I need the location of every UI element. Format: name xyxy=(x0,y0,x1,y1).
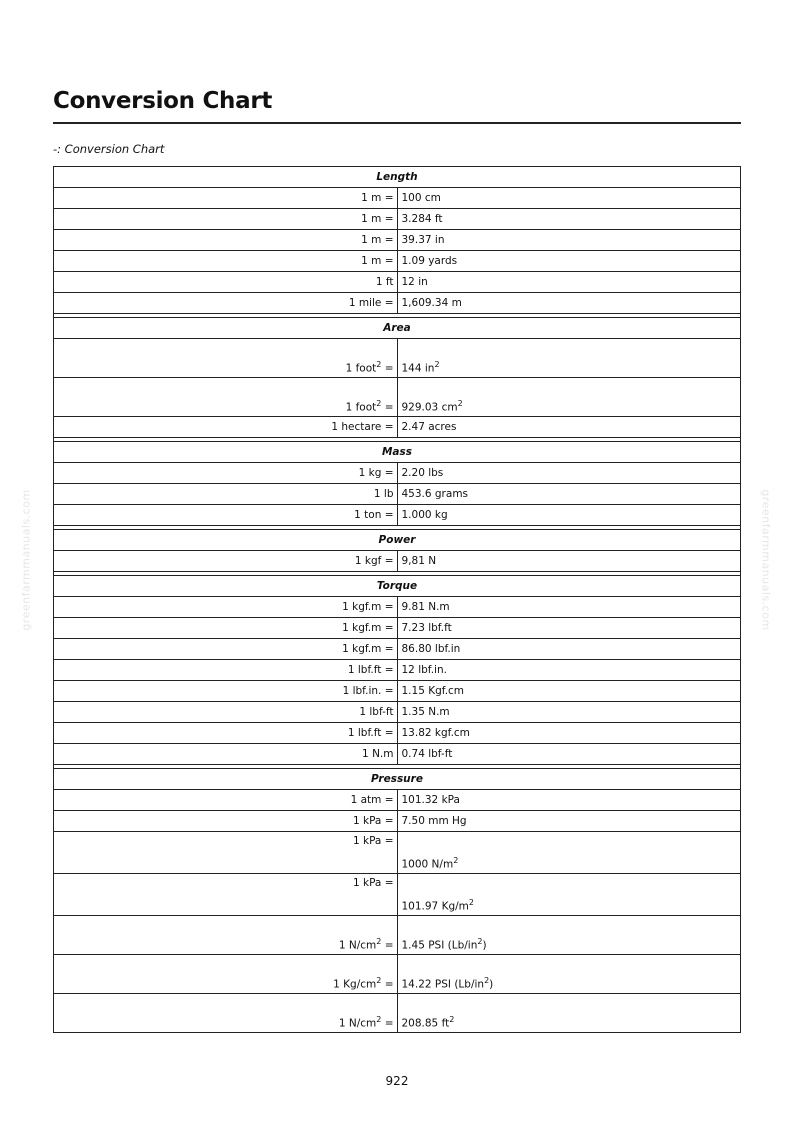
to-unit-cell xyxy=(397,188,741,209)
section-heading: Area xyxy=(54,318,741,339)
from-unit-cell xyxy=(54,505,398,526)
from-unit-cell xyxy=(54,639,398,660)
to-unit-cell xyxy=(397,994,741,1033)
to-unit-cell xyxy=(397,417,741,438)
to-unit-cell xyxy=(397,790,741,811)
from-unit-cell xyxy=(54,188,398,209)
table-row xyxy=(54,994,741,1033)
to-unit-text: 12 lbf.in. xyxy=(401,664,447,676)
table-row xyxy=(54,251,741,272)
table-row xyxy=(54,551,741,572)
table-row xyxy=(54,188,741,209)
from-unit-text: 1 hectare = xyxy=(331,421,394,433)
to-unit-cell xyxy=(397,744,741,765)
to-unit-text: 1.15 Kgf.cm xyxy=(401,685,465,697)
superscript: 2 xyxy=(376,1014,382,1024)
section-header xyxy=(54,530,741,551)
superscript: 2 xyxy=(376,398,382,408)
from-unit-cell xyxy=(54,230,398,251)
to-unit-text: 101.32 kPa xyxy=(401,794,460,806)
to-unit-cell xyxy=(397,251,741,272)
superscript: 2 xyxy=(376,975,382,985)
section-heading: Power xyxy=(54,530,741,551)
to-unit-cell xyxy=(397,272,741,293)
from-unit-text: 1 lb xyxy=(373,488,394,500)
to-unit-cell xyxy=(397,832,741,874)
to-unit-cell xyxy=(397,463,741,484)
title-divider xyxy=(53,122,741,124)
table-row xyxy=(54,272,741,293)
to-unit-cell xyxy=(397,551,741,572)
table-row xyxy=(54,702,741,723)
conversion-table-body xyxy=(54,167,741,1033)
table-row xyxy=(54,484,741,505)
to-unit-text: 7.23 lbf.ft xyxy=(401,622,452,634)
from-unit-text: 1 m = xyxy=(361,213,394,225)
table-row xyxy=(54,681,741,702)
table-row xyxy=(54,639,741,660)
table-row xyxy=(54,916,741,955)
to-unit-text: 12 in xyxy=(401,276,428,288)
to-unit-cell xyxy=(397,505,741,526)
from-unit-text: 1 kgf.m = xyxy=(342,622,394,634)
table-row xyxy=(54,339,741,378)
conversion-table xyxy=(53,166,741,1033)
table-caption: -: Conversion Chart xyxy=(53,142,165,156)
from-unit-text: 1 lbf.ft = xyxy=(347,664,394,676)
from-unit-cell xyxy=(54,681,398,702)
table-row xyxy=(54,505,741,526)
to-unit-text: 7.50 mm Hg xyxy=(401,815,467,827)
to-unit-cell xyxy=(397,660,741,681)
table-row xyxy=(54,618,741,639)
from-unit-text: 1 lbf.ft = xyxy=(347,727,394,739)
table-row xyxy=(54,597,741,618)
from-unit-cell xyxy=(54,660,398,681)
section-header xyxy=(54,318,741,339)
from-unit-cell xyxy=(54,417,398,438)
from-unit-cell xyxy=(54,955,398,994)
table-row xyxy=(54,832,741,874)
to-unit-text: 1,609.34 m xyxy=(401,297,462,309)
from-unit-cell xyxy=(54,272,398,293)
to-unit-text: 39.37 in xyxy=(401,234,445,246)
to-unit-text: 1.000 kg xyxy=(401,509,448,521)
watermark-left: greenfarmmanuals.com xyxy=(19,489,33,631)
to-unit-cell xyxy=(397,702,741,723)
table-row xyxy=(54,463,741,484)
from-unit-cell xyxy=(54,551,398,572)
page-title: Conversion Chart xyxy=(53,88,273,114)
section-header xyxy=(54,167,741,188)
from-unit-text: 1 foot xyxy=(345,401,377,413)
from-unit-cell xyxy=(54,916,398,955)
table-row xyxy=(54,811,741,832)
from-unit-text: 1 m = xyxy=(361,255,394,267)
to-unit-cell xyxy=(397,639,741,660)
from-unit-cell xyxy=(54,723,398,744)
from-unit-text: 1 N/cm xyxy=(338,939,377,951)
to-unit-text: 1.09 yards xyxy=(401,255,458,267)
from-unit-cell xyxy=(54,874,398,916)
to-unit-text: 208.85 ft xyxy=(401,1017,450,1029)
to-unit-cell xyxy=(397,484,741,505)
superscript: 2 xyxy=(449,1014,455,1024)
to-unit-text: 1000 N/m xyxy=(401,858,454,870)
to-unit-text: 9.81 N.m xyxy=(401,601,450,613)
from-unit-text: 1 ft xyxy=(375,276,394,288)
from-unit-text: 1 kPa = xyxy=(352,835,394,847)
to-unit-cell xyxy=(397,723,741,744)
to-unit-cell xyxy=(397,618,741,639)
from-unit-cell xyxy=(54,811,398,832)
from-unit-cell xyxy=(54,790,398,811)
from-unit-text: 1 kg = xyxy=(358,467,394,479)
to-unit-text: 86.80 lbf.in xyxy=(401,643,461,655)
superscript: 2 xyxy=(434,359,440,369)
from-unit-cell xyxy=(54,994,398,1033)
section-heading: Pressure xyxy=(54,769,741,790)
equals-sign: = xyxy=(381,1017,394,1029)
page-number: 922 xyxy=(385,1074,409,1088)
equals-sign: = xyxy=(381,401,394,413)
from-unit-text: 1 kPa = xyxy=(352,815,394,827)
to-unit-text: 9,81 N xyxy=(401,555,437,567)
table-row xyxy=(54,723,741,744)
from-unit-text: 1 kgf = xyxy=(354,555,394,567)
from-unit-cell xyxy=(54,744,398,765)
to-unit-text: 14.22 PSI (Lb/in xyxy=(401,978,485,990)
superscript: 2 xyxy=(457,398,463,408)
table-row xyxy=(54,417,741,438)
from-unit-text: 1 lbf-ft xyxy=(359,706,394,718)
table-row xyxy=(54,378,741,417)
from-unit-text: 1 kgf.m = xyxy=(342,601,394,613)
superscript: 2 xyxy=(468,897,474,907)
equals-sign: = xyxy=(381,362,394,374)
from-unit-text: 1 m = xyxy=(361,192,394,204)
to-unit-text: 2.47 acres xyxy=(401,421,457,433)
from-unit-cell xyxy=(54,251,398,272)
section-heading: Torque xyxy=(54,576,741,597)
from-unit-text: 1 m = xyxy=(361,234,394,246)
to-unit-text: 929.03 cm xyxy=(401,401,458,413)
superscript: 2 xyxy=(376,936,382,946)
equals-sign: = xyxy=(381,939,394,951)
section-heading: Mass xyxy=(54,442,741,463)
equals-sign: = xyxy=(381,978,394,990)
closing-paren: ) xyxy=(489,978,494,990)
table-row xyxy=(54,744,741,765)
superscript: 2 xyxy=(453,855,459,865)
to-unit-cell xyxy=(397,874,741,916)
to-unit-text: 144 in xyxy=(401,362,435,374)
from-unit-cell xyxy=(54,618,398,639)
from-unit-text: 1 lbf.in. = xyxy=(342,685,394,697)
from-unit-cell xyxy=(54,832,398,874)
to-unit-cell xyxy=(397,955,741,994)
to-unit-text: 13.82 kgf.cm xyxy=(401,727,470,739)
table-row xyxy=(54,230,741,251)
to-unit-cell xyxy=(397,597,741,618)
from-unit-cell xyxy=(54,597,398,618)
to-unit-cell xyxy=(397,293,741,314)
table-row xyxy=(54,209,741,230)
to-unit-cell xyxy=(397,339,741,378)
to-unit-cell xyxy=(397,681,741,702)
from-unit-cell xyxy=(54,339,398,378)
to-unit-text: 1.35 N.m xyxy=(401,706,450,718)
to-unit-text: 101.97 Kg/m xyxy=(401,900,469,912)
from-unit-cell xyxy=(54,209,398,230)
from-unit-text: 1 kPa = xyxy=(352,877,394,889)
section-heading: Length xyxy=(54,167,741,188)
to-unit-cell xyxy=(397,378,741,417)
table-row xyxy=(54,293,741,314)
to-unit-cell xyxy=(397,209,741,230)
to-unit-text: 453.6 grams xyxy=(401,488,469,500)
from-unit-cell xyxy=(54,463,398,484)
table-row xyxy=(54,874,741,916)
superscript: 2 xyxy=(376,359,382,369)
from-unit-cell xyxy=(54,484,398,505)
to-unit-cell xyxy=(397,811,741,832)
to-unit-cell xyxy=(397,916,741,955)
from-unit-text: 1 kgf.m = xyxy=(342,643,394,655)
from-unit-text: 1 Kg/cm xyxy=(333,978,377,990)
to-unit-text: 1.45 PSI (Lb/in xyxy=(401,939,478,951)
section-header xyxy=(54,769,741,790)
to-unit-cell xyxy=(397,230,741,251)
watermark-right: greenfarmmanuals.com xyxy=(759,489,773,631)
table-row xyxy=(54,955,741,994)
section-header xyxy=(54,576,741,597)
section-header xyxy=(54,442,741,463)
from-unit-text: 1 N/cm xyxy=(338,1017,377,1029)
to-unit-text: 2.20 lbs xyxy=(401,467,444,479)
from-unit-cell xyxy=(54,378,398,417)
from-unit-text: 1 mile = xyxy=(348,297,394,309)
to-unit-text: 0.74 lbf-ft xyxy=(401,748,453,760)
superscript: 2 xyxy=(477,936,483,946)
from-unit-cell xyxy=(54,702,398,723)
table-row xyxy=(54,660,741,681)
from-unit-cell xyxy=(54,293,398,314)
to-unit-text: 100 cm xyxy=(401,192,441,204)
from-unit-text: 1 atm = xyxy=(350,794,394,806)
from-unit-text: 1 ton = xyxy=(354,509,394,521)
closing-paren: ) xyxy=(482,939,487,951)
to-unit-text: 3.284 ft xyxy=(401,213,443,225)
from-unit-text: 1 foot xyxy=(345,362,377,374)
superscript: 2 xyxy=(484,975,490,985)
from-unit-text: 1 N.m xyxy=(362,748,394,760)
table-row xyxy=(54,790,741,811)
